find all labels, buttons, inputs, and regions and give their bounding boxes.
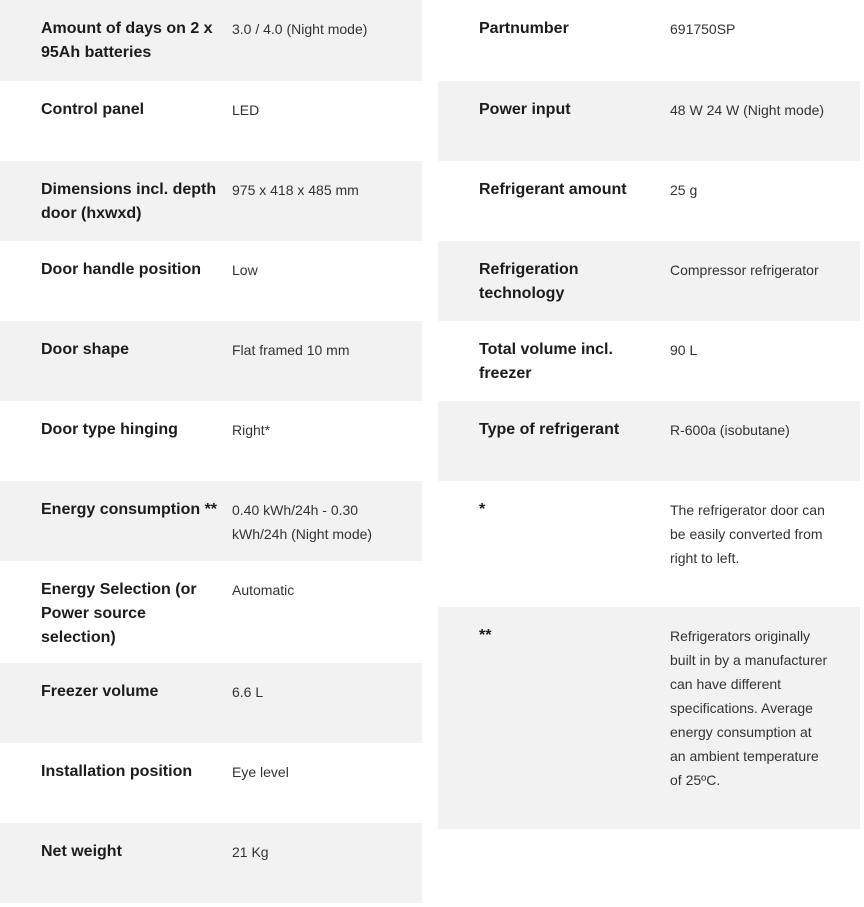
spec-value: Compressor refrigerator <box>670 262 819 278</box>
spec-row <box>0 743 422 823</box>
spec-label: Type of refrigerant <box>479 421 620 438</box>
spec-row <box>438 321 860 401</box>
spec-value: LED <box>232 102 260 118</box>
specs-table-right <box>438 0 860 829</box>
spec-value: 21 Kg <box>232 844 269 860</box>
spec-label: Door type hinging <box>41 421 178 438</box>
spec-value: 0.40 kWh/24h - 0.30 kWh/24h (Night mode) <box>232 502 373 542</box>
spec-label: Total volume incl. freezer <box>479 341 613 382</box>
spec-label: Freezer volume <box>41 683 159 700</box>
spec-label: Energy consumption ** <box>41 501 218 518</box>
footnote-marker: * <box>479 501 486 518</box>
spec-row <box>438 241 860 321</box>
spec-row <box>0 663 422 743</box>
spec-value: 90 L <box>670 342 698 358</box>
spec-label: Power input <box>479 101 571 118</box>
footnote-row <box>438 481 860 607</box>
footnote-text: Refrigerators originally built in by a manufacturer can have different specifications. Average energy consumption at an ambient temperature of 25ºC. <box>670 628 828 788</box>
spec-value: 48 W 24 W (Night mode) <box>670 102 825 118</box>
spec-label: Door shape <box>41 341 130 358</box>
spec-value: Flat framed 10 mm <box>232 342 350 358</box>
footnote-marker: ** <box>479 627 492 644</box>
spec-label: Partnumber <box>479 20 569 37</box>
spec-value: 975 x 418 x 485 mm <box>232 182 359 198</box>
spec-label: Energy Selection (or Power source selection) <box>41 581 197 646</box>
spec-row <box>438 0 860 81</box>
spec-row <box>0 481 422 561</box>
spec-row <box>0 401 422 481</box>
spec-label: Refrigeration technology <box>479 261 579 302</box>
spec-row <box>0 321 422 401</box>
spec-row <box>0 0 422 81</box>
spec-row <box>0 81 422 161</box>
spec-label: Dimensions incl. depth door (hxwxd) <box>41 181 217 222</box>
spec-value: 25 g <box>670 182 698 198</box>
spec-label: Door handle position <box>41 261 201 278</box>
spec-label: Control panel <box>41 101 145 118</box>
spec-value: 691750SP <box>670 21 736 37</box>
spec-value: Automatic <box>232 582 295 598</box>
spec-value: Low <box>232 262 258 278</box>
spec-row <box>0 823 422 903</box>
spec-label: Installation position <box>41 763 193 780</box>
spec-value: 3.0 / 4.0 (Night mode) <box>232 21 368 37</box>
spec-row <box>438 161 860 241</box>
spec-row <box>0 561 422 663</box>
spec-row <box>438 401 860 481</box>
spec-value: Eye level <box>232 764 289 780</box>
footnote-row <box>438 607 860 829</box>
spec-row <box>0 241 422 321</box>
spec-label: Net weight <box>41 843 122 860</box>
spec-value: Right* <box>232 422 271 438</box>
spec-row <box>438 81 860 161</box>
spec-value: R-600a (isobutane) <box>670 422 790 438</box>
spec-value: 6.6 L <box>232 684 264 700</box>
specs-table-left <box>0 0 422 903</box>
spec-row <box>0 161 422 241</box>
spec-label: Amount of days on 2 x 95Ah batteries <box>41 20 213 61</box>
footnote-text: The refrigerator door can be easily converted from right to left. <box>670 502 825 566</box>
spec-label: Refrigerant amount <box>479 181 627 198</box>
